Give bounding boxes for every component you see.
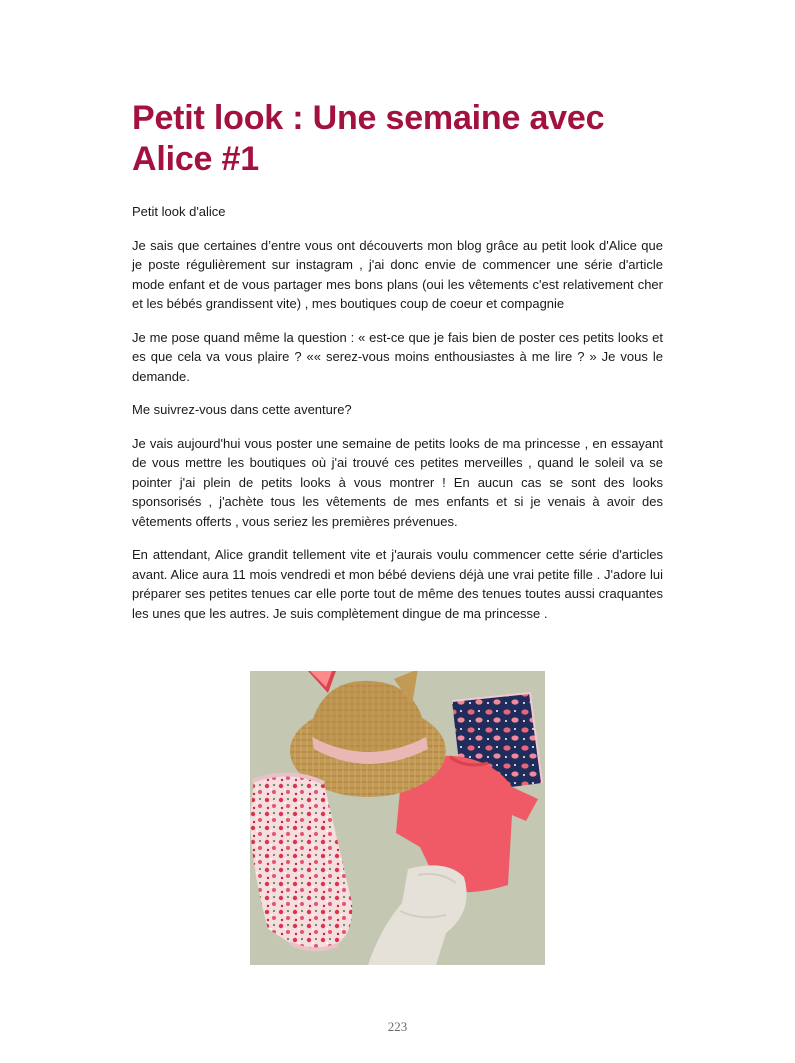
paragraph-week-looks: Je vais aujourd'hui vous poster une semaine de petits looks de ma princesse , en essayant de vous mettre les boutiques où j'ai trouvé ces petites merveilles , quand le soleil va se pointer j'ai plein de petits looks à vous montrer ! En aucun cas se sont des looks sponsorisés , j'achète tous les vêtements de mes enfants et si je venais à avoir des vêtements offerts , vous seriez les premières prévenues. (132, 435, 663, 529)
page-number: 223 (387, 1019, 408, 1034)
outfit-photo (250, 671, 545, 965)
paragraph-question: Je me pose quand même la question : « est-ce que je fais bien de poster ces petits looks et es que cela va vous plaire ? «« serez-vous moins enthousiastes à me lire ? » Je vous le demande. (132, 329, 663, 384)
paragraph-subtitle: Petit look d'alice (132, 204, 226, 219)
paragraph-meanwhile: En attendant, Alice grandit tellement vite et j'aurais voulu commencer cette série d'articles avant. Alice aura 11 mois vendredi et mon bébé deviens déjà une vrai petite fille . J'adore lui préparer ses petites tenues car elle porte tout de même des tenues toutes aussi craquantes les unes que les autres. Je suis complètement dingue de ma princesse . (132, 547, 663, 621)
article (132, 98, 663, 637)
article-title: Petit look : Une semaine avec Alice #1 (132, 99, 605, 178)
paragraph-adventure: Me suivrez-vous dans cette aventure? (132, 402, 352, 417)
paragraph-intro: Je sais que certaines d’entre vous ont découverts mon blog grâce au petit look d'Alice que je poste régulièrement sur instagram , j'ai donc envie de commencer une série d'article mode enfant et de vous partager mes bons plans (oui les vêtements c'est relativement cher et les bébés grandissent vite) , mes boutiques coup de coeur et compagnie (132, 237, 663, 311)
